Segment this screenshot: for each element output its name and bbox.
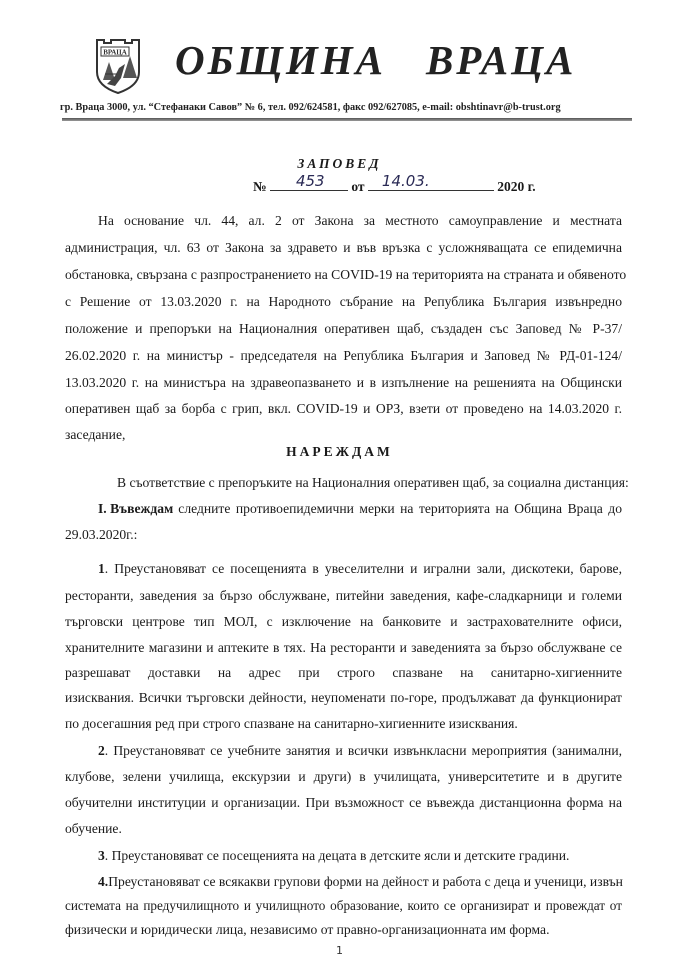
document-title: ЗАПОВЕД	[297, 156, 382, 171]
coat-of-arms-logo	[95, 38, 141, 94]
item-2-line: обучителни институции и организации. При възможност се въвежда дистанционна форма на	[65, 795, 622, 810]
number-label: №	[253, 179, 267, 194]
page-number: 1	[336, 944, 343, 957]
item-4-first-line	[98, 874, 622, 890]
item-1-line: по досегашния ред при строго спазване на санитарно-хигиенните изисквания.	[65, 716, 518, 731]
svg-text:ВРАЦА: ВРАЦА	[103, 48, 127, 57]
item-1-line: изисквания. Всички търговски дейности, неупоменати по-горе, продължават да функционират	[65, 690, 622, 705]
item-2-number: 2	[98, 743, 105, 758]
from-label: от	[351, 179, 365, 194]
item-2-text: . Преустановяват се учебните занятия и всички извънкласни мероприятия (занимални,	[104, 743, 622, 758]
order-number-line	[253, 172, 536, 195]
intro-line: В съответствие с препоръките на Националния оперативен щаб, за социална дистанция:	[117, 475, 629, 490]
item-2-line: клубове, зелени училища, екскурзии и други) в училищата, университетите и в другите	[65, 769, 622, 784]
item-4-text: Преустановяват се всякакви групови форми на дейност и работа с деца и ученици, извън	[108, 874, 623, 889]
order-year: 2020 г.	[497, 179, 536, 194]
section-1-line: 29.03.2020г.:	[65, 527, 138, 542]
section-1-number: I.	[98, 501, 107, 516]
order-number: 453	[295, 172, 325, 190]
item-1-line: разрешават доставки на адрес при строго спазване на санитарно-хигиенните	[65, 665, 622, 680]
item-3-number: 3	[98, 848, 105, 863]
preamble-line: 26.02.2020 г. на министър - председателя на Република България и Заповед № РД-01-124/	[65, 348, 622, 363]
section-1-text: следните противоепидемични мерки на територията на Община Враца до	[178, 501, 622, 516]
item-1-line: хранителните магазини и аптеките в тях. На ресторанти и заведенията за бързо обслужване се	[65, 640, 622, 655]
preamble-line: положение и препоръки на Националния оперативен щаб, създаден със Заповед № Р-37/	[65, 321, 622, 336]
preamble-line: 13.03.2020 г. на министъра на здравеопазването и в изпълнение на решенията на Общински	[65, 375, 622, 390]
preamble-line: оперативен щаб за борба с грип, вкл. COVID-19 и ОРЗ, взети от проведено на 14.03.2020 г.	[65, 401, 622, 416]
item-4-line: физически и юридически лица, независимо от правно-организационната им форма.	[65, 922, 550, 937]
preamble-line: На основание чл. 44, ал. 2 от Закона за местното самоуправление и местната	[98, 213, 622, 228]
org-name-word-1: ОБЩИНА	[175, 37, 386, 83]
item-2-first-line	[98, 743, 622, 759]
item-1-first-line	[98, 561, 622, 577]
item-1-line: търговски центрове тип МОЛ, с изключение на банковите и застрахователните офиси,	[65, 614, 622, 629]
item-1-text: . Преустановяват се посещенията в увеселителни и игрални зали, дискотеки, барове,	[104, 561, 622, 576]
item-4-number: 4.	[98, 874, 109, 889]
org-name-word-2: ВРАЦА	[425, 37, 577, 83]
item-3-text: . Преустановяват се посещенията на децата в детските ясли и детските градини.	[104, 848, 570, 863]
preamble-line: с Решение от 13.03.2020 г. на Народното събрание на Република България извънредно	[65, 294, 622, 309]
preamble-line: обстановка, свързана с разпространението на COVID-19 на територията на страната и обявеното	[65, 267, 627, 282]
item-4-line: системата на предучилищното и училищното образование, които се организират и провеждат от	[65, 898, 622, 913]
item-1-line: ресторанти, заведения за бързо обслужване, питейни заведения, кафе-сладкарници и големи	[65, 588, 622, 603]
section-heading: НАРЕЖДАМ	[286, 444, 393, 459]
item-1-number: 1	[98, 561, 105, 576]
item-3-line	[98, 848, 622, 864]
order-number-field	[270, 172, 348, 191]
organization-title	[175, 36, 605, 86]
section-1-verb: Въвеждам	[110, 501, 174, 516]
item-2-line: обучение.	[65, 821, 122, 836]
order-date-field	[368, 172, 494, 191]
contact-info: гр. Враца 3000, ул. “Стефанаки Савов” № 6, тел. 092/624581, факс 092/627085, e-mail: obshtinavr@b-trust.org	[60, 102, 561, 113]
letterhead-divider	[62, 118, 632, 121]
preamble-line: заседание,	[65, 427, 126, 442]
preamble-line: администрация, чл. 63 от Закона за здравето и във връзка с усложняващата се епидемична	[65, 240, 622, 255]
section-1-line	[98, 501, 622, 517]
order-date: 14.03.	[381, 172, 430, 190]
